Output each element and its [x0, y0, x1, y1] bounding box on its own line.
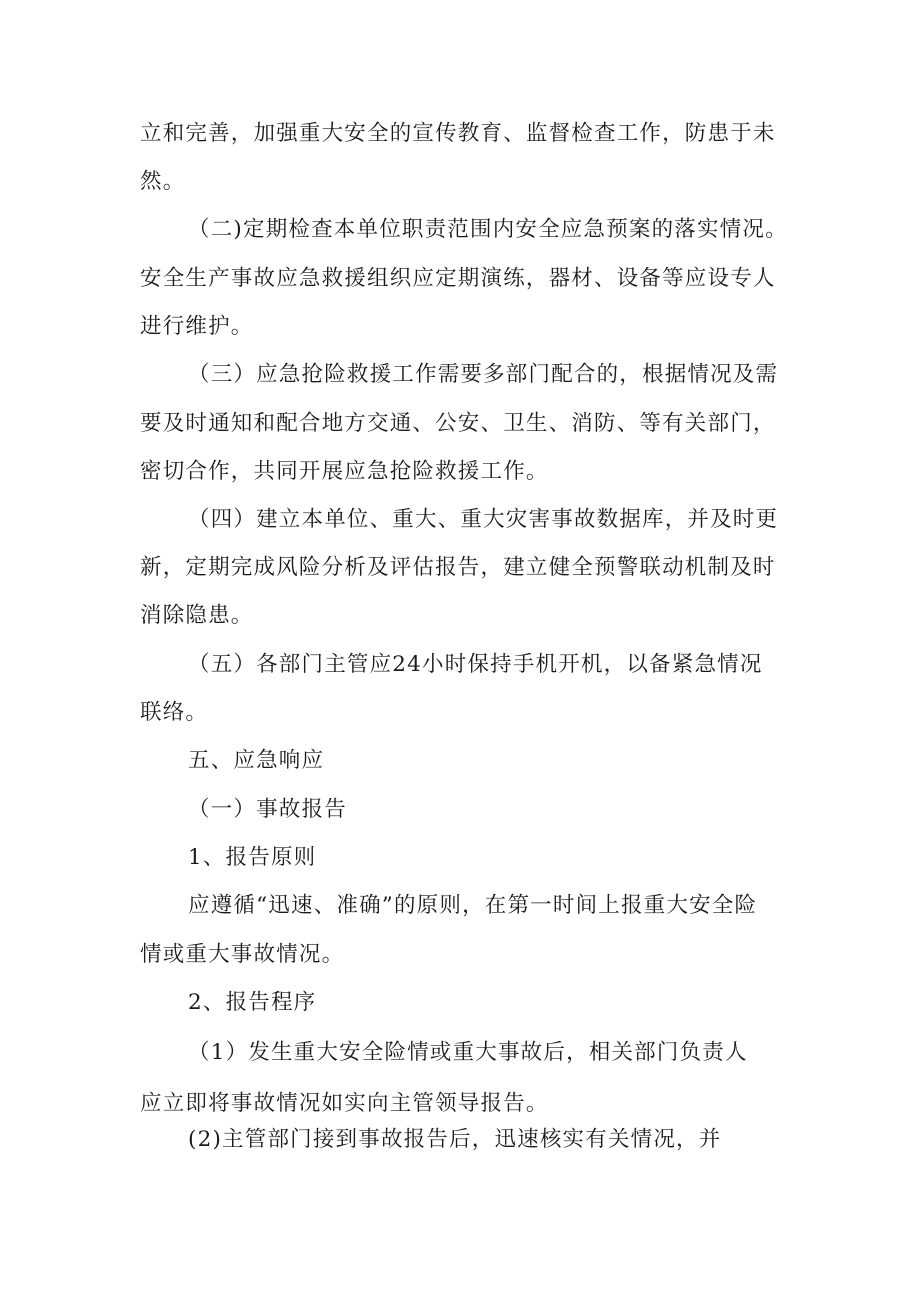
paragraph-line: （二)定期检查本单位职责范围内安全应急预案的落实情况。: [188, 217, 788, 242]
paragraph-line: 消除隐患。: [140, 603, 254, 628]
paragraph-line: （五）各部门主管应24小时保持手机开机，以备紧急情况: [188, 652, 763, 677]
paragraph-line: （四）建立本单位、重大、重大灾害事故数据库，并及时更: [188, 507, 779, 532]
paragraph-line: （1）发生重大安全险情或重大事故后，相关部门负责人: [188, 1040, 748, 1065]
paragraph-line: （三）应急抢险救援工作需要多部门配合的，根据情况及需: [188, 362, 779, 387]
section-heading: 五、应急响应: [188, 748, 325, 773]
item-heading: 1、报告原则: [188, 845, 317, 870]
paragraph-line: 然。: [140, 169, 186, 194]
paragraph-line: 安全生产事故应急救援组织应定期演练，器材、设备等应设专人: [140, 266, 776, 291]
paragraph-line: 应立即将事故情况如实向主管领导报告。: [140, 1091, 549, 1116]
paragraph-line: 情或重大事故情况。: [140, 942, 345, 967]
paragraph-line: 密切合作，共同开展应急抢险救援工作。: [140, 459, 549, 484]
paragraph-line: 应遵循“迅速、准确”的原则，在第一时间上报重大安全险: [188, 893, 758, 918]
paragraph-line: (2)主管部门接到事故报告后，迅速核实有关情况，并: [188, 1127, 722, 1152]
paragraph-line: 立和完善，加强重大安全的宣传教育、监督检查工作，防患于未: [140, 121, 776, 146]
item-heading: 2、报告程序: [188, 990, 317, 1015]
paragraph-line: 要及时通知和配合地方交通、公安、卫生、消防、等有关部门，: [140, 411, 776, 436]
subsection-heading: （一）事故报告: [188, 797, 347, 822]
paragraph-line: 新，定期完成风险分析及评估报告，建立健全预警联动机制及时: [140, 555, 776, 580]
paragraph-line: 进行维护。: [140, 314, 254, 339]
paragraph-line: 联络。: [140, 700, 209, 725]
